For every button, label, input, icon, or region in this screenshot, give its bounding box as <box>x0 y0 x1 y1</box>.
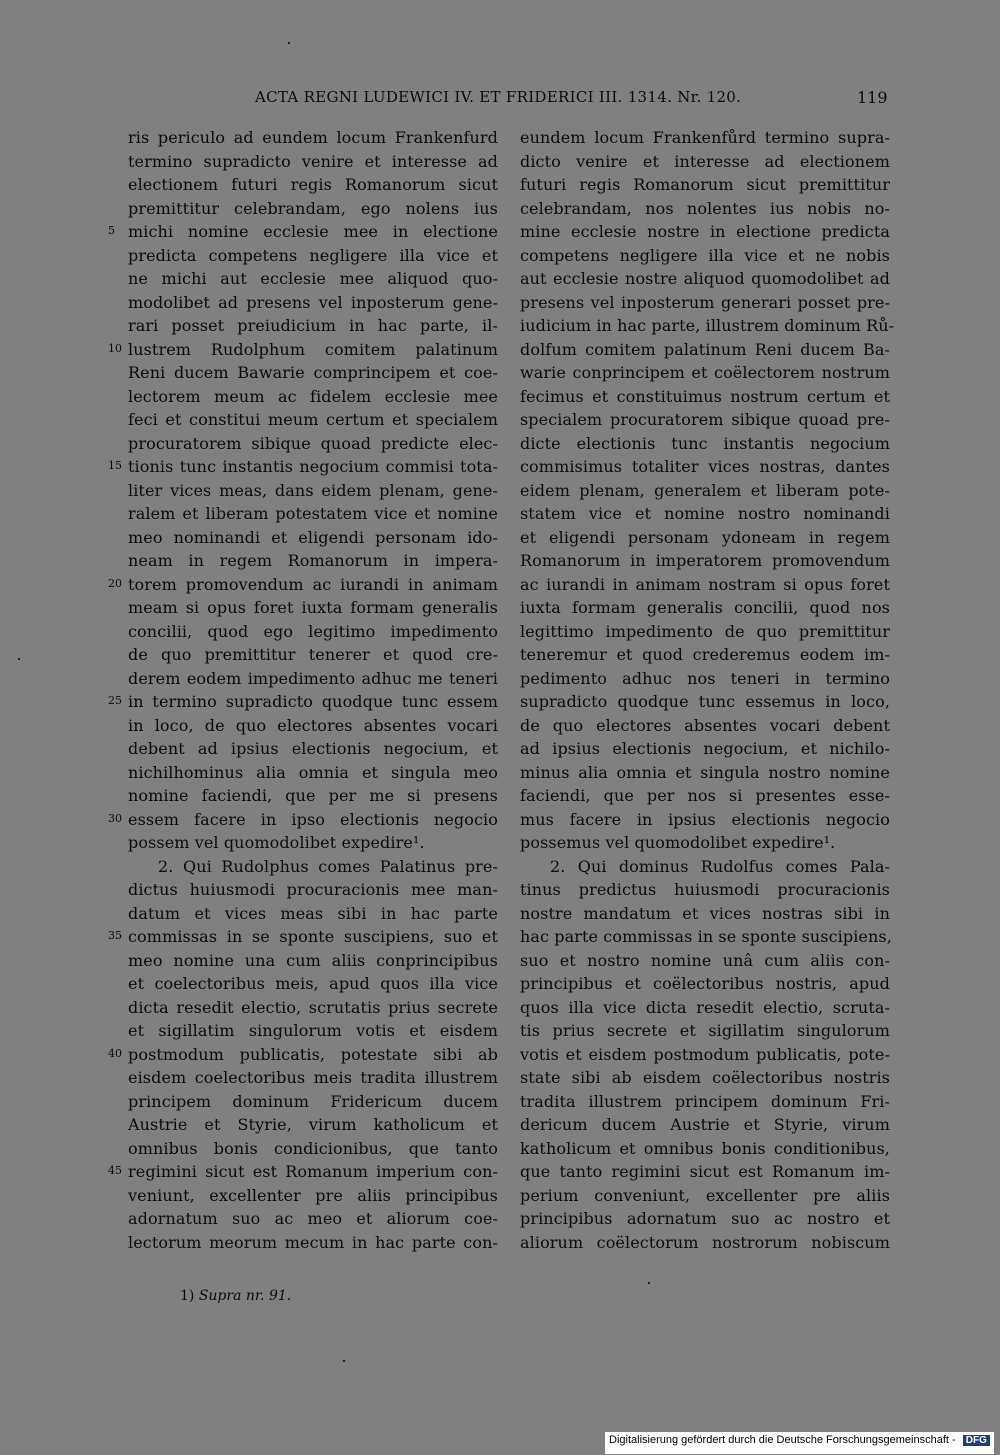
text-line: et sigillatim singulorum votis et eisdem <box>128 1021 498 1040</box>
text-line: de quo premittitur tenerer et quod cre- <box>128 645 498 664</box>
line-number: 35 <box>108 929 122 942</box>
text-line: fecimus et constituimus nostrum certum et <box>520 386 890 406</box>
text-line: in termino supradicto quodque tunc essem <box>128 692 498 711</box>
text-line: suo et nostro nomine unâ cum aliis con- <box>520 950 890 970</box>
text-line: concilii, quod ego legitimo impedimento <box>128 621 498 641</box>
text-line: veniunt, excellenter pre aliis principibus <box>128 1185 498 1205</box>
footnote-marker: 1) <box>180 1288 195 1304</box>
text-line: Romanorum in imperatorem promovendum <box>520 551 890 570</box>
text-line: mus facere in ipsius electionis negocio <box>520 809 890 829</box>
line-number: 20 <box>108 576 122 590</box>
text-line: nichilhominus alia omnia et singula meo <box>128 762 498 782</box>
text-line: feci et constitui meum certum et specialem <box>128 410 498 429</box>
text-line: meam si opus foret iuxta formam generalis <box>128 598 498 617</box>
digitization-notice <box>605 1432 994 1454</box>
text-line: ne michi aut ecclesie mee aliquod quo- <box>128 269 498 288</box>
text-line: postmodum publicatis, potestate sibi ab <box>128 1044 498 1064</box>
text-line: Austrie et Styrie, virum katholicum et <box>128 1115 498 1134</box>
text-line: tinus predictus huiusmodi procuracionis <box>520 880 890 899</box>
text-line: ad ipsius electionis negocium, et nichilo- <box>520 739 890 758</box>
line-number: 40 <box>108 1046 122 1060</box>
text-line: iudicium in hac parte, illustrem dominum Rů- <box>520 316 895 335</box>
text-line: procuratorem sibique quoad predicte elec- <box>128 433 498 453</box>
text-line: legittimo impedimento de quo premittitur <box>520 621 890 641</box>
text-line: de quo electores absentes vocari debent <box>520 715 890 735</box>
text-line: iuxta formam generalis concilii, quod nos <box>520 598 890 617</box>
text-line: predicta competens negligere illa vice et <box>128 245 498 265</box>
text-line: neam in regem Romanorum in impera- <box>128 551 498 570</box>
text-line: michi nomine ecclesie mee in electione <box>128 222 498 241</box>
running-header <box>0 88 1000 112</box>
text-line: specialem procuratorem sibique quoad pre- <box>520 410 890 429</box>
text-line: dericum ducem Austrie et Styrie, virum <box>520 1115 890 1134</box>
text-line: ac iurandi in animam nostram si opus foret <box>520 574 890 594</box>
text-line: eidem plenam, generalem et liberam pote- <box>520 480 890 500</box>
line-number: 25 <box>108 694 122 707</box>
text-line: celebrandam, nos nolentes ius nobis no- <box>520 198 890 218</box>
text-line: katholicum et omnibus bonis conditionibus, <box>520 1138 890 1158</box>
scan-speck <box>18 658 20 660</box>
text-line: hac parte commissas in se sponte suscipiens, <box>520 927 892 946</box>
text-line: competens negligere illa vice et ne nobis <box>520 245 890 265</box>
text-line: tionis tunc instantis negocium commisi tota- <box>128 457 498 476</box>
text-line: lectorem meum ac fidelem ecclesie mee <box>128 386 498 406</box>
text-line: votis et eisdem postmodum publicatis, pote- <box>520 1044 890 1064</box>
text-line: et coelectoribus meis, apud quos illa vice <box>128 974 498 993</box>
right-column <box>520 126 895 1254</box>
text-line: premittitur celebrandam, ego nolens ius <box>128 198 498 218</box>
text-line: ris periculo ad eundem locum Frankenfurd <box>128 128 498 147</box>
text-line: supradicto quodque tunc essemus in loco, <box>520 692 890 711</box>
text-line: aut ecclesie nostre aliquod quomodolibet ad <box>520 269 890 288</box>
text-line: minus alia omnia et singula nostro nomine <box>520 762 890 782</box>
digitization-notice-text: Digitalisierung gefördert durch die Deutsche Forschungsgemeinschaft - <box>609 1434 956 1446</box>
text-line: electionem futuri regis Romanorum sicut <box>128 175 498 194</box>
text-line: warie conprincipem et coëlectorem nostrum <box>520 363 890 382</box>
text-line: statem vice et nomine nostro nominandi <box>520 504 890 523</box>
running-title: ACTA REGNI LUDEWICI IV. ET FRIDERICI III. 1314. Nr. 120. <box>255 88 742 106</box>
scan-speck <box>648 1282 650 1284</box>
text-line: torem promovendum ac iurandi in animam <box>128 574 498 594</box>
line-number: 10 <box>108 341 122 355</box>
text-line: possem vel quomodolibet expedire¹. <box>128 833 425 852</box>
text-line: possemus vel quomodolibet expedire¹. <box>520 833 836 852</box>
text-line: in loco, de quo electores absentes vocari <box>128 715 498 735</box>
text-line: termino supradicto venire et interesse ad <box>128 151 498 171</box>
line-number: 15 <box>108 459 122 472</box>
text-line: futuri regis Romanorum sicut premittitur <box>520 175 890 194</box>
text-line: commissas in se sponte suscipiens, suo et <box>128 927 498 946</box>
text-line: 2. Qui dominus Rudolfus comes Pala- <box>550 856 890 876</box>
scan-speck <box>343 1360 345 1362</box>
text-line: debent ad ipsius electionis negocium, et <box>128 739 498 758</box>
text-line: principibus adornatum suo ac nostro et <box>520 1209 890 1228</box>
text-line: rari posset preiudicium in hac parte, il- <box>128 316 498 335</box>
text-line: state sibi ab eisdem coëlectoribus nostris <box>520 1068 890 1087</box>
text-line: aliorum coëlectorum nostrorum nobiscum <box>520 1232 890 1252</box>
text-line: modolibet ad presens vel inposterum gene- <box>128 292 498 312</box>
footnote <box>180 1288 291 1304</box>
text-line: liter vices meas, dans eidem plenam, gene- <box>128 480 498 500</box>
text-line: dicto venire et interesse ad electionem <box>520 151 890 171</box>
text-line: perium conveniunt, excellenter pre aliis <box>520 1185 890 1205</box>
text-line: commisimus totaliter vices nostras, dantes <box>520 457 890 476</box>
text-line: datum et vices meas sibi in hac parte <box>128 903 498 923</box>
text-line: dicte electionis tunc instantis negocium <box>520 433 890 453</box>
text-line: adornatum suo ac meo et aliorum coe- <box>128 1209 498 1228</box>
text-line: tradita illustrem principem dominum Fri- <box>520 1091 890 1111</box>
text-line: lustrem Rudolphum comitem palatinum <box>128 339 498 359</box>
dfg-logo: DFG <box>963 1435 990 1446</box>
text-line: lectorum meorum mecum in hac parte con- <box>128 1232 498 1252</box>
text-line: teneremur et quod crederemus eodem im- <box>520 645 890 664</box>
text-line: tis prius secrete et sigillatim singulorum <box>520 1021 890 1040</box>
text-line: dictus huiusmodi procuracionis mee man- <box>128 880 498 899</box>
text-line: essem facere in ipso electionis negocio <box>128 809 498 829</box>
text-line: quos illa vice dicta resedit electio, scruta- <box>520 997 890 1017</box>
text-line: ralem et liberam potestatem vice et nomine <box>128 504 498 523</box>
line-number: 45 <box>108 1164 122 1177</box>
line-number: 30 <box>108 811 122 825</box>
text-line: nomine faciendi, que per me si presens <box>128 786 498 805</box>
text-line: principibus et coëlectoribus nostris, apud <box>520 974 890 993</box>
text-line: regimini sicut est Romanum imperium con- <box>128 1162 498 1181</box>
text-line: meo nominandi et eligendi personam ido- <box>128 527 498 547</box>
text-line: derem eodem impedimento adhuc me teneri <box>128 668 498 688</box>
footnote-text: Supra nr. 91. <box>198 1288 292 1304</box>
text-line: nostre mandatum et vices nostras sibi in <box>520 903 890 923</box>
text-line: omnibus bonis condicionibus, que tanto <box>128 1138 498 1158</box>
text-line: eundem locum Frankenfůrd termino supra- <box>520 128 890 147</box>
text-line: dolfum comitem palatinum Reni ducem Ba- <box>520 339 890 359</box>
text-line: Reni ducem Bawarie comprincipem et coe- <box>128 363 498 382</box>
text-line: presens vel inposterum generari posset pre- <box>520 292 890 312</box>
text-line: eisdem coelectoribus meis tradita illustrem <box>128 1068 498 1087</box>
text-line: et eligendi personam ydoneam in regem <box>520 527 890 547</box>
text-line: dicta resedit electio, scrutatis prius secrete <box>128 997 498 1017</box>
text-line: principem dominum Fridericum ducem <box>128 1091 498 1111</box>
text-line: mine ecclesie nostre in electione predicta <box>520 222 890 241</box>
text-line: 2. Qui Rudolphus comes Palatinus pre- <box>158 856 498 876</box>
line-number: 5 <box>108 224 115 237</box>
left-column <box>128 126 498 1254</box>
text-line: faciendi, que per nos si presentes esse- <box>520 786 890 805</box>
text-line: meo nomine una cum aliis conprincipibus <box>128 950 498 970</box>
text-line: que tanto regimini sicut est Romanum im- <box>520 1162 890 1181</box>
scan-speck <box>288 42 290 44</box>
page-number: 119 <box>857 88 888 107</box>
text-line: pedimento adhuc nos teneri in termino <box>520 668 890 688</box>
